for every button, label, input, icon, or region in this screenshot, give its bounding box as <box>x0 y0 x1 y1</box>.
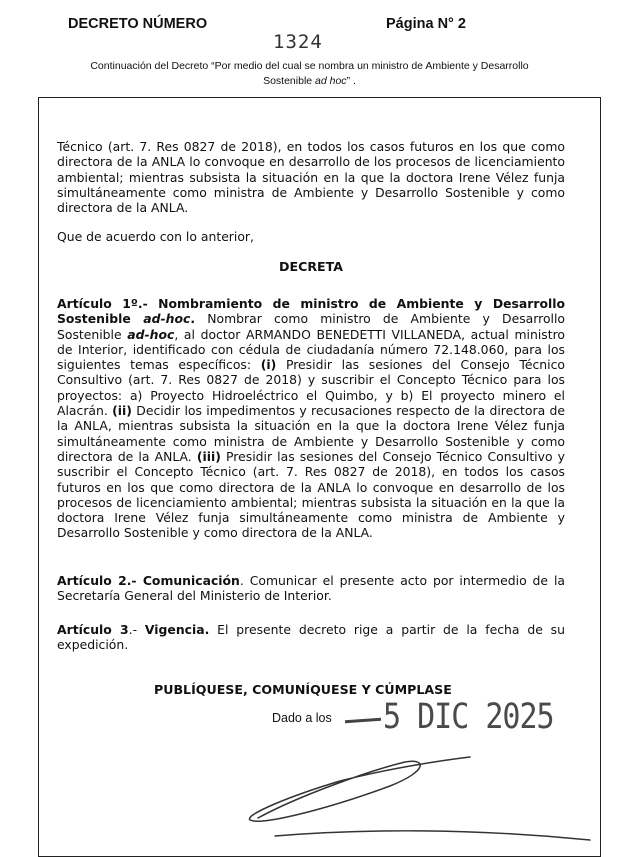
article-2-heading: Artículo 2.- Comunicación <box>57 573 240 588</box>
article-1-text-5: Presidir las sesiones del Consejo Técnico Consultivo y suscribir el Concepto Técnico (art. 7. Res 0827 de 2018), en todos los casos futuros en los que como directora de la ANLA lo convoque en desarrollo de los procesos de licenciamiento ambiental; mientras subsista la situación en la que la doctora Irene Vélez funja simultáneamente como ministra de Ambiente y Desarrollo Sostenible y como directora de la ANLA. <box>57 448 565 541</box>
decreta-heading: DECRETA <box>279 259 343 274</box>
article-1-item-ii: (ii) <box>112 403 132 419</box>
page-number-label: Página N° 2 <box>386 16 466 32</box>
article-1-heading-end: . <box>190 311 196 327</box>
subtitle-line-1: Continuación del Decreto “Por medio del cual se nombra un ministro de Ambiente y Desarrollo <box>90 60 529 72</box>
article-3-heading-sep: .- <box>128 622 145 637</box>
date-stamp: 5 DIC 2025 <box>383 697 554 738</box>
article-1-heading-adhoc: ad-hoc <box>143 311 191 327</box>
article-3-text: El presente decreto rige a partir de la fecha de su expedición. <box>57 622 565 653</box>
article-1-text-4: Decidir los impedimentos y recusaciones respecto de la directora de la ANLA, mientras subsista la situación en la que la doctora Irene Vélez funja simultáneamente como ministra de Ambiente y Desarrollo Sostenible y como directora de la ANLA. <box>57 403 565 464</box>
article-1-adhoc: ad-hoc <box>127 326 175 342</box>
article-3-heading: Artículo 3 <box>57 622 129 637</box>
article-1-heading: Artículo 1º.- Nombramiento de ministro de Ambiente y Desarrollo Sostenible <box>57 296 565 327</box>
subtitle-line-2a: Sostenible <box>263 75 316 87</box>
dado-label: Dado a los <box>272 711 332 725</box>
article-1-text-2: , al doctor ARMANDO BENEDETTI VILLANEDA, actual ministro de Interior, identificado con cédula de ciudadanía número 72.148.060, para los siguientes temas específicos: <box>57 326 565 373</box>
closing-formula: PUBLÍQUESE, COMUNÍQUESE Y CÚMPLASE <box>154 682 452 697</box>
decree-number-label: DECRETO NÚMERO <box>68 16 208 32</box>
subtitle-ad-hoc: ad hoc <box>315 75 347 87</box>
paragraph-que-de-acuerdo: Que de acuerdo con lo anterior, <box>57 229 254 244</box>
article-1-item-i: (i) <box>260 357 277 373</box>
article-1-item-iii: (iii) <box>196 448 221 464</box>
decree-number: 1324 <box>273 31 323 53</box>
paragraph-continuation: Técnico (art. 7. Res 0827 de 2018), en todos los casos futuros en los que como directora de la ANLA lo convoque en desarrollo de los procesos de licenciamiento ambiental; mientras subsista la situación en la que la doctora Irene Vélez funja simultáneamente como ministra de Ambiente y Desarrollo Sostenible y como directora de la ANLA. <box>57 139 565 216</box>
article-3-heading-title: Vigencia. <box>144 622 210 637</box>
article-2-text: . Comunicar el presente acto por intermedio de la Secretaría General del Ministerio de Interior. <box>57 573 565 604</box>
subtitle-line-2c: ” . <box>346 75 356 87</box>
article-1-text-3: Presidir las sesiones del Consejo Técnico Consultivo (art. 7. Res 0827 de 2018) y suscribir el Concepto Técnico para los proyectos: a) Proyecto Hidroeléctrico el Quimbo, y b) El proyecto minero el Alacrán. <box>57 357 565 419</box>
article-1-text-1: Nombrar como ministro de Ambiente y Desarrollo Sostenible <box>57 311 565 342</box>
